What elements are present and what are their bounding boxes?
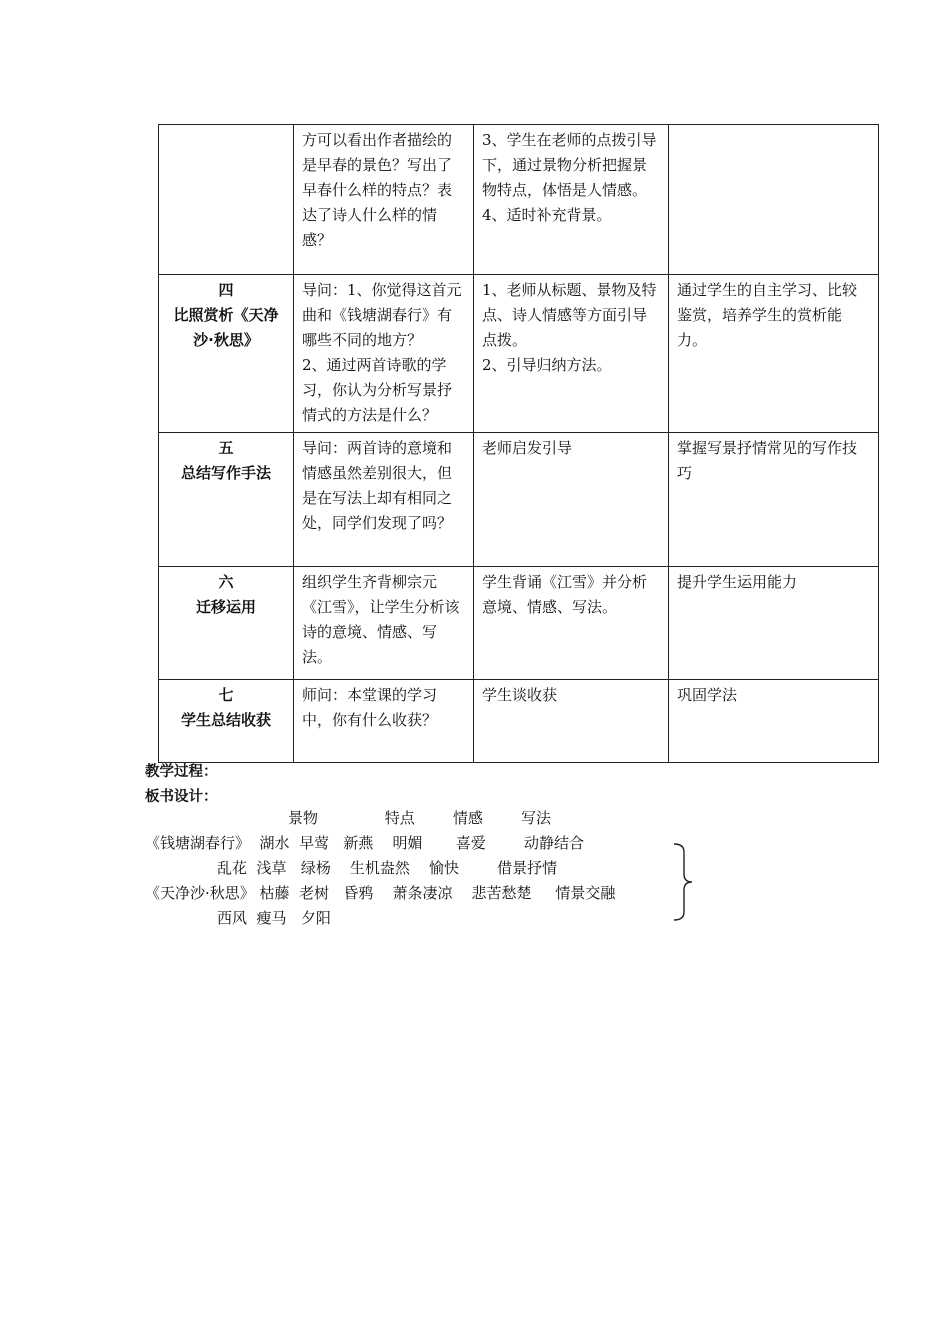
stage-name: 比照赏析《天净沙·秋思》 — [173, 306, 279, 349]
stage-cell — [159, 433, 294, 567]
lesson-plan-table — [158, 124, 879, 763]
teacher-activity-cell — [474, 567, 669, 680]
guide-cell — [294, 275, 474, 433]
teacher-activity-cell-text: 学生谈收获 — [482, 686, 558, 704]
design-intent-cell — [669, 433, 879, 567]
table-row — [159, 567, 879, 680]
table-row — [159, 433, 879, 567]
teacher-activity-cell-text: 2、引导归纳方法。 — [482, 356, 612, 374]
table-row — [159, 680, 879, 763]
board-row-qiantang-cont: 乱花 浅草 绿杨 生机盎然 愉快 借景抒情 — [217, 859, 558, 877]
stage-cell — [159, 275, 294, 433]
guide-cell-text: 导问：1、你觉得这首元曲和《钱塘湖春行》有哪些不同的地方？ — [302, 281, 462, 349]
guide-cell-text: 组织学生齐背柳宗元《江雪》，让学生分析该诗的意境、情感、写法。 — [302, 573, 460, 666]
stage-cell — [159, 567, 294, 680]
stage-name: 总结写作手法 — [180, 464, 271, 482]
teacher-activity-cell-text: 1、老师从标题、景物及特点、诗人情感等方面引导点拨。 — [482, 281, 657, 349]
design-intent-cell — [669, 125, 879, 275]
design-intent-cell — [669, 680, 879, 763]
guide-cell-text: 方可以看出作者描绘的是早春的景色？写出了早春什么样的特点？表达了诗人什么样的情感？ — [302, 131, 453, 249]
design-intent-cell-text: 掌握写景抒情常见的写作技巧 — [677, 439, 858, 482]
guide-cell — [294, 125, 474, 275]
table-row — [159, 275, 879, 433]
board-design-label: 板书设计： — [145, 789, 218, 805]
teacher-activity-cell-text: 4、适时补充背景。 — [482, 206, 612, 224]
board-row-tianjingsha: 《天净沙·秋思》 枯藤 老树 昏鸦 萧条凄凉 悲苦愁楚 情景交融 — [145, 884, 616, 902]
design-intent-cell — [669, 567, 879, 680]
design-intent-cell-text: 通过学生的自主学习、比较鉴赏，培养学生的赏析能力。 — [677, 281, 858, 349]
right-brace-icon — [672, 842, 694, 922]
board-header-row: 景物 特点 情感 写法 — [288, 809, 552, 827]
board-row-tianjingsha-cont: 西风 瘦马 夕阳 — [217, 909, 331, 927]
stage-number: 四 — [218, 281, 234, 299]
guide-cell-text: 导问：两首诗的意境和情感虽然差别很大，但是在写法上却有相同之处，同学们发现了吗？ — [302, 439, 453, 532]
stage-cell — [159, 125, 294, 275]
guide-cell-text: 2、通过两首诗歌的学习，你认为分析写景抒情式的方法是什么？ — [302, 356, 453, 424]
stage-cell — [159, 680, 294, 763]
stage-number: 六 — [218, 573, 234, 591]
teacher-activity-cell — [474, 680, 669, 763]
teacher-activity-cell-text: 3、学生在老师的点拨引导下，通过景物分析把握景物特点，体悟是人情感。 — [482, 131, 657, 199]
teaching-process-label: 教学过程： — [145, 764, 218, 780]
table-row — [159, 125, 879, 275]
guide-cell — [294, 567, 474, 680]
teacher-activity-cell-text: 学生背诵《江雪》并分析意境、情感、写法。 — [482, 573, 648, 616]
teacher-activity-cell-text: 老师启发引导 — [482, 439, 573, 457]
teacher-activity-cell — [474, 125, 669, 275]
stage-number: 七 — [218, 686, 234, 704]
teacher-activity-cell — [474, 433, 669, 567]
teacher-activity-cell — [474, 275, 669, 433]
guide-cell — [294, 433, 474, 567]
design-intent-cell — [669, 275, 879, 433]
guide-cell-text: 师问：本堂课的学习中，你有什么收获？ — [302, 686, 438, 729]
design-intent-cell-text: 提升学生运用能力 — [677, 573, 798, 591]
guide-cell — [294, 680, 474, 763]
stage-name: 学生总结收获 — [180, 711, 271, 729]
design-intent-cell-text: 巩固学法 — [677, 686, 738, 704]
board-row-qiantang: 《钱塘湖春行》 湖水 早莺 新燕 明媚 喜爱 动静结合 — [145, 834, 584, 852]
stage-number: 五 — [218, 439, 234, 457]
stage-name: 迁移运用 — [195, 598, 256, 616]
